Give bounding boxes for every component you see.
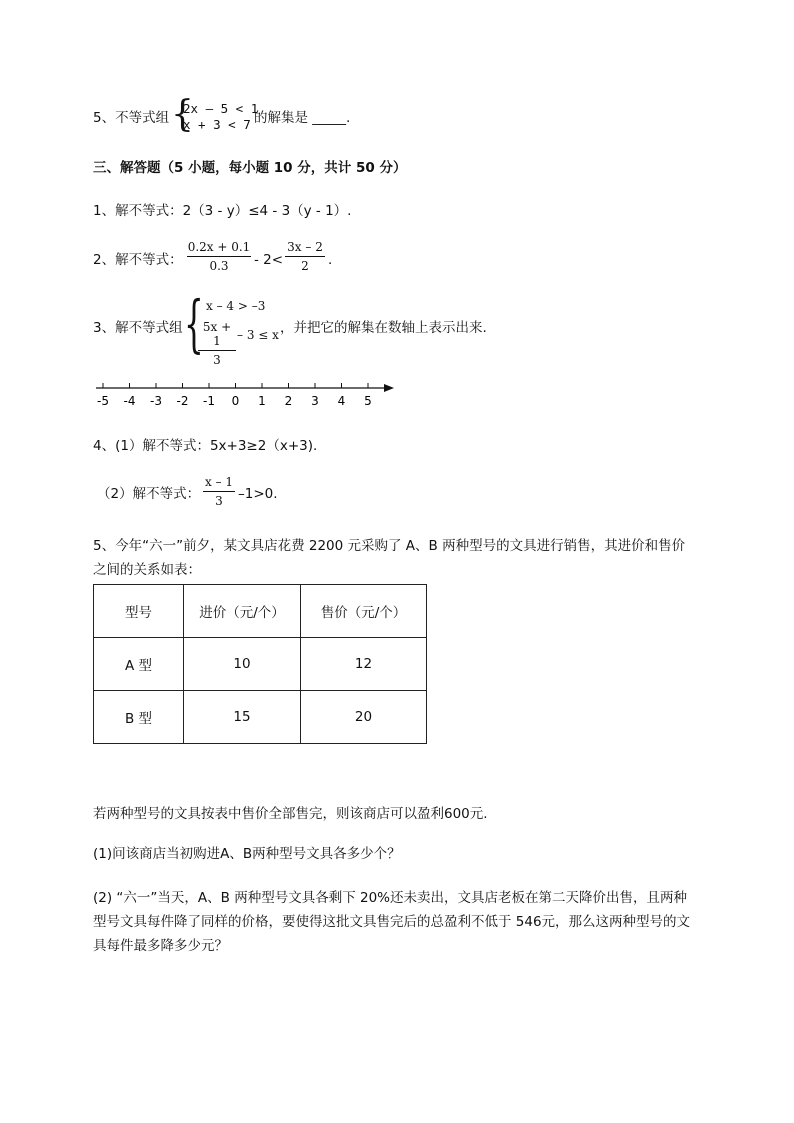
fraction-2-denominator: 2	[301, 259, 309, 273]
problem-5-after-table: 若两种型号的文具按表中售价全部售完，则该商店可以盈利600元.	[93, 806, 488, 822]
problem-3-prefix: 3、解不等式组	[93, 320, 183, 336]
problem-4-fraction	[203, 475, 235, 508]
number-line-tick-label: -5	[97, 394, 109, 408]
problem-5-sub2-line3: 具每件最多降多少元？	[93, 938, 228, 954]
problem-5-line2: 之间的关系如表：	[93, 562, 201, 578]
table-header-cell: 型号	[94, 585, 184, 638]
q5-prev-line1: 2x – 5 < 1	[183, 101, 259, 116]
fraction-bar	[198, 350, 236, 351]
table-header-row	[94, 585, 427, 638]
table-cell: A 型	[94, 638, 184, 691]
problem-2-end: .	[328, 252, 333, 268]
problem-3-fraction-numerator: 5x + 1	[202, 320, 232, 348]
problem-5-sub1: (1)问该商店当初购进A、B两种型号文具各多少个？	[93, 846, 401, 862]
problem-2-fraction-1	[187, 240, 251, 273]
table-cell: 12	[301, 638, 427, 691]
price-table	[93, 584, 427, 744]
table-header-cell: 售价（元/个）	[301, 585, 427, 638]
number-line-ticks	[97, 383, 372, 408]
problem-5-sub2-line2: 型号文具每件降了同样的价格，要使得这批文具售完后的总盈利不低于 546元，那么这两种型号的文	[93, 914, 691, 930]
fraction-1-numerator: 0.2x + 0.1	[187, 240, 251, 254]
number-line-tick-label: 1	[258, 394, 266, 408]
number-line-tick-label: 5	[364, 394, 372, 408]
problem-5-sub2-line1: (2) “六一”当天，A、B 两种型号文具各剩下 20%还未卖出，文具店老板在第二天降价出售，且两种	[93, 890, 687, 906]
table-cell: 20	[301, 691, 427, 744]
table-cell: B 型	[94, 691, 184, 744]
table-row	[94, 638, 427, 691]
problem-5-line1: 5、今年“六一”前夕，某文具店花费 2200 元采购了 A、B 两种型号的文具进行销售，其进价和售价	[93, 538, 686, 554]
number-line-tick-label: -2	[176, 394, 189, 408]
problem-2-middle: - 2<	[254, 252, 284, 268]
problem-1: 1、解不等式：2（3 - y）≤4 - 3（y - 1）.	[93, 203, 352, 219]
fraction-1-denominator: 0.3	[209, 259, 229, 273]
problem-2-prefix: 2、解不等式：	[93, 252, 183, 268]
number-line	[96, 378, 406, 412]
table-cell: 10	[184, 638, 301, 691]
number-line-tick-label: 2	[284, 394, 293, 408]
fraction-bar	[187, 256, 251, 257]
problem-3-line2-rest: – 3 ≤ x	[237, 328, 279, 342]
number-line-tick-label: -3	[150, 394, 162, 408]
fraction-bar	[285, 256, 325, 257]
problem-3-line1: x – 4 > –3	[206, 299, 266, 313]
number-line-tick-label: -4	[123, 394, 136, 408]
problem-4-fraction-numerator: x – 1	[204, 475, 234, 489]
number-line-tick-label: 4	[337, 394, 346, 408]
number-line-tick-label: 3	[311, 394, 319, 408]
fraction-bar	[203, 491, 235, 492]
problem-3-fraction-denominator: 3	[213, 353, 221, 367]
number-line-tick-label: -1	[203, 394, 215, 408]
q5-prev-suffix: 的解集是 _____.	[254, 110, 351, 126]
number-line-arrow	[384, 384, 394, 392]
number-line-tick-label: 0	[231, 394, 240, 408]
problem-4-part1: 4、(1）解不等式：5x+3≥2（x+3).	[93, 438, 318, 454]
q5-prev-brace: {	[171, 94, 194, 135]
problem-4-fraction-denominator: 3	[215, 494, 223, 508]
table-cell: 15	[184, 691, 301, 744]
problem-2-fraction-2	[285, 240, 325, 273]
table-row	[94, 691, 427, 744]
table-header-cell: 进价（元/个）	[184, 585, 301, 638]
q5-prev-prefix: 5、不等式组	[93, 110, 170, 126]
problem-3-brace: {	[184, 287, 204, 360]
fraction-2-numerator: 3x – 2	[287, 240, 323, 254]
problem-4-part2-rest: –1>0.	[238, 486, 278, 502]
problem-3-suffix: ，并把它的解集在数轴上表示出来.	[280, 320, 487, 336]
q5-prev-line2: x + 3 < 7	[183, 117, 251, 132]
problem-3-fraction	[198, 320, 236, 367]
problem-4-part2-prefix: （2）解不等式：	[97, 486, 201, 502]
section-title: 三、解答题（5 小题，每小题 10 分，共计 50 分）	[93, 160, 407, 176]
